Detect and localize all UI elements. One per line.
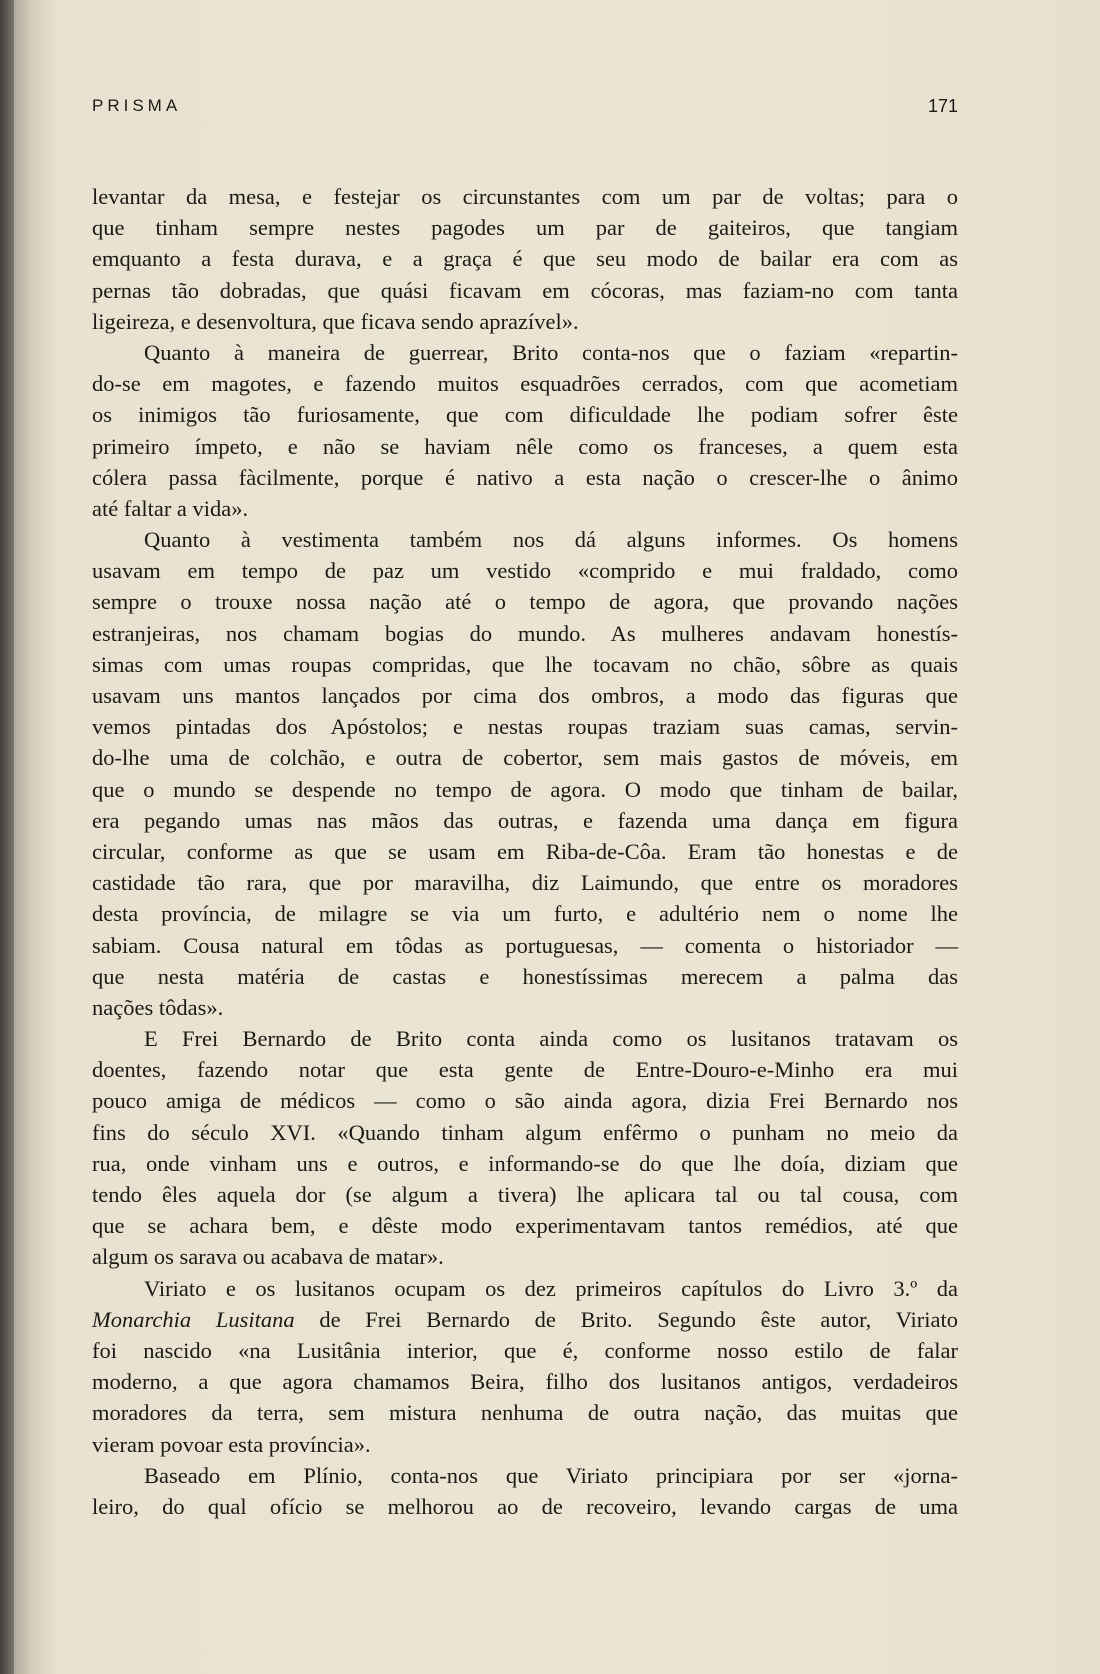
text-line: do-lhe uma de colchão, e outra de cobertor, sem mais gastos de móveis, em	[92, 745, 958, 771]
book-title-italic: Monarchia Lusitana	[92, 1306, 295, 1332]
text-line: que o mundo se despende no tempo de agora. O modo que tinham de bailar,	[92, 776, 958, 802]
text-line: vemos pintadas dos Apóstolos; e nestas roupas traziam suas camas, servin-	[92, 714, 958, 740]
text-line: sempre o trouxe nossa nação até o tempo de agora, que provando nações	[92, 589, 958, 615]
text-line: E Frei Bernardo de Brito conta ainda como os lusitanos tratavam os	[144, 1026, 958, 1052]
text-line: tendo êles aquela dor (se algum a tivera) lhe aplicara tal ou tal cousa, com	[92, 1182, 958, 1207]
text-line: os inimigos tão furiosamente, que com dificuldade lhe podiam sofrer êste	[92, 402, 958, 428]
text-line: que tinham sempre nestes pagodes um par de gaiteiros, que tangiam	[92, 215, 958, 241]
text-line: nações tôdas».	[92, 994, 224, 1020]
text-line: até faltar a vida».	[92, 495, 249, 521]
text-line: fins do século XVI. «Quando tinham algum enfêrmo o punham no meio da	[92, 1119, 958, 1145]
text-line: desta província, de milagre se via um furto, e adultério nem o nome lhe	[92, 901, 958, 927]
page-number: 171	[927, 96, 958, 116]
text-line: algum os sarava ou acabava de matar».	[92, 1244, 444, 1270]
text-line: vieram povoar esta província».	[92, 1431, 371, 1457]
text-line: que se achara bem, e dêste modo experimentavam tantos remédios, até que	[92, 1213, 958, 1239]
text-line: levantar da mesa, e festejar os circunstantes com um par de voltas; para o	[92, 184, 958, 209]
text-line: que nesta matéria de castas e honestíssimas merecem a palma das	[92, 963, 958, 989]
text-line: cólera passa fàcilmente, porque é nativo a esta nação o crescer-lhe o ânimo	[92, 464, 958, 490]
body-text	[92, 181, 958, 1522]
text-line: sabiam. Cousa natural em tôdas as portuguesas, — comenta o historiador —	[92, 932, 958, 958]
running-title: PRISMA	[92, 96, 182, 115]
text-line: Monarchia Lusitana de Frei Bernardo de Brito. Segundo êste autor, Viriato	[92, 1306, 958, 1332]
text-line: leiro, do qual ofício se melhorou ao de recoveiro, levando cargas de uma	[92, 1493, 958, 1519]
text-line: Baseado em Plínio, conta-nos que Viriato principiara por ser «jorna-	[144, 1462, 958, 1488]
text-line: moradores da terra, sem mistura nenhuma de outra nação, das muitas que	[92, 1400, 958, 1426]
text-line: usavam em tempo de paz um vestido «comprido e mui fraldado, como	[92, 558, 958, 584]
text-line: simas com umas roupas compridas, que lhe tocavam no chão, sôbre as quais	[92, 651, 958, 677]
text-line: era pegando umas nas mãos das outras, e fazenda uma dança em figura	[92, 807, 958, 833]
text-line: pernas tão dobradas, que quási ficavam em cócoras, mas faziam-no com tanta	[92, 277, 958, 303]
text-line: pouco amiga de médicos — como o são ainda agora, dizia Frei Bernardo nos	[92, 1088, 958, 1114]
text-line: estranjeiras, nos chamam bogias do mundo. As mulheres andavam honestís-	[92, 620, 958, 646]
text-line: Viriato e os lusitanos ocupam os dez primeiros capítulos do Livro 3.º da	[144, 1275, 958, 1301]
text-line: usavam uns mantos lançados por cima dos ombros, a modo das figuras que	[92, 683, 958, 708]
text-line: emquanto a festa durava, e a graça é que seu modo de bailar era com as	[92, 246, 958, 272]
text-line: Quanto à vestimenta também nos dá alguns informes. Os homens	[144, 527, 958, 553]
text-line: moderno, a que agora chamamos Beira, filho dos lusitanos antigos, verdadeiros	[92, 1369, 958, 1395]
text-line: Quanto à maneira de guerrear, Brito conta-nos que o faziam «repartin-	[144, 339, 958, 365]
text-line: doentes, fazendo notar que esta gente de Entre-Douro-e-Minho era mui	[92, 1057, 958, 1083]
text-line: castidade tão rara, que por maravilha, diz Laimundo, que entre os moradores	[92, 870, 958, 896]
text-line: rua, onde vinham uns e outros, e informando-se do que lhe doía, diziam que	[92, 1150, 958, 1176]
book-spine-shadow	[0, 0, 14, 1674]
text-line: circular, conforme as que se usam em Riba-de-Côa. Eram tão honestas e de	[92, 838, 958, 864]
text-line: ligeireza, e desenvoltura, que ficava sendo aprazível».	[92, 308, 579, 334]
text-line: do-se em magotes, e fazendo muitos esquadrões cerrados, com que acometiam	[92, 371, 958, 397]
page-header	[92, 96, 958, 126]
text-line: primeiro ímpeto, e não se haviam nêle como os franceses, a quem esta	[92, 433, 958, 459]
text-line: foi nascido «na Lusitânia interior, que é, conforme nosso estilo de falar	[92, 1337, 958, 1363]
